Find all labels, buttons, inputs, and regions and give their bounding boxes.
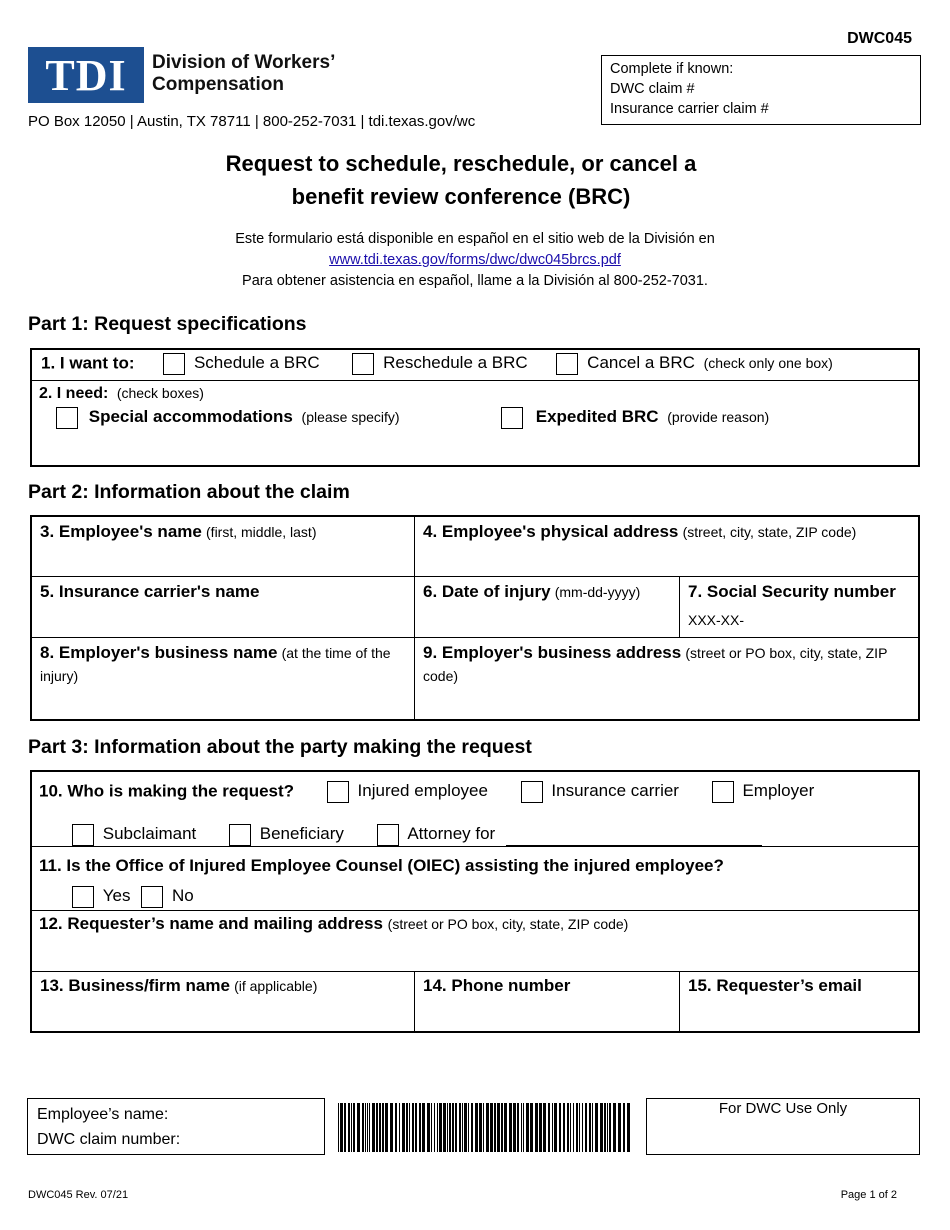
barcode-bar	[589, 1103, 591, 1152]
part2-table	[30, 515, 920, 721]
field-9-employer-address[interactable]	[415, 638, 918, 719]
barcode-bar	[340, 1103, 343, 1152]
injured-employee-label: Injured employee	[357, 781, 488, 801]
barcode-bar	[338, 1103, 339, 1152]
barcode-bar	[447, 1103, 448, 1152]
barcode-bar	[468, 1103, 469, 1152]
barcode-bar	[379, 1103, 381, 1152]
barcode-bar	[452, 1103, 454, 1152]
division-name	[152, 52, 335, 96]
barcode-bar	[464, 1103, 467, 1152]
barcode-bar	[517, 1103, 519, 1152]
barcode-bar	[501, 1103, 503, 1152]
title-line2: benefit review conference (BRC)	[291, 184, 631, 209]
q2-note: (check boxes)	[116, 385, 204, 401]
barcode-bar	[449, 1103, 451, 1152]
f14-label: 14. Phone number	[423, 976, 571, 995]
beneficiary-checkbox[interactable]	[229, 824, 251, 846]
page-number: Page 1 of 2	[840, 1189, 897, 1201]
beneficiary-label: Beneficiary	[259, 824, 344, 844]
expedited-option	[501, 407, 769, 429]
f10-label: 10. Who is making the request?	[39, 781, 295, 801]
barcode-bar	[509, 1103, 512, 1152]
complete-if-known-box[interactable]	[601, 55, 921, 125]
spanish-form-link[interactable]: www.tdi.texas.gov/forms/dwc/dwc045brcs.pdf	[329, 252, 621, 268]
f9-note: (street or PO box, city, state, ZIP code)	[423, 645, 888, 684]
barcode-bar	[471, 1103, 473, 1152]
title-line1: Request to schedule, reschedule, or cancel a	[225, 151, 697, 176]
q1-note: (check only one box)	[703, 355, 833, 372]
barcode-bar	[523, 1103, 524, 1152]
barcode-bar	[623, 1103, 625, 1152]
barcode-bar	[548, 1103, 550, 1152]
f7-label: 7. Social Security number	[688, 582, 896, 601]
barcode-bar	[362, 1103, 364, 1152]
barcode-bar	[552, 1103, 553, 1152]
form-title	[0, 147, 922, 213]
barcode-bar	[419, 1103, 421, 1152]
barcode	[338, 1103, 632, 1152]
barcode-bar	[513, 1103, 516, 1152]
barcode-bar	[351, 1103, 352, 1152]
part1-table	[30, 348, 920, 467]
attorney-for-field[interactable]	[506, 828, 762, 846]
field-6-date-of-injury[interactable]	[415, 577, 680, 638]
barcode-bar	[475, 1103, 478, 1152]
footer-claim-box	[27, 1098, 325, 1155]
barcode-bar	[431, 1103, 432, 1152]
barcode-bar	[576, 1103, 578, 1152]
barcode-bar	[462, 1103, 463, 1152]
subclaimant-checkbox[interactable]	[72, 824, 94, 846]
barcode-bar	[521, 1103, 522, 1152]
f3-label: 3. Employee's name	[40, 522, 202, 541]
f12-note: (street or PO box, city, state, ZIP code)	[387, 916, 629, 932]
f12-label: 12. Requester’s name and mailing address	[39, 914, 383, 933]
footer-claim-number: DWC claim number:	[37, 1131, 181, 1148]
field-8-employer-name[interactable]	[32, 638, 415, 719]
barcode-bar	[592, 1103, 593, 1152]
q2-header	[39, 385, 204, 403]
special-accommodations-checkbox[interactable]	[56, 407, 78, 429]
employer-label: Employer	[742, 781, 815, 801]
form-id: DWC045	[847, 30, 912, 47]
barcode-bar	[490, 1103, 493, 1152]
injured-employee-checkbox[interactable]	[327, 781, 349, 803]
barcode-bar	[390, 1103, 393, 1152]
barcode-bar	[439, 1103, 442, 1152]
schedule-label: Schedule a BRC	[193, 353, 320, 373]
q2-label: 2. I need:	[39, 385, 109, 402]
barcode-bar	[543, 1103, 546, 1152]
barcode-bar	[627, 1103, 630, 1152]
f6-label: 6. Date of injury	[423, 582, 551, 601]
barcode-bar	[348, 1103, 350, 1152]
barcode-bar	[385, 1103, 388, 1152]
f9-label: 9. Employer's business address	[423, 643, 682, 662]
reschedule-checkbox[interactable]	[352, 353, 374, 375]
barcode-bar	[595, 1103, 598, 1152]
subclaimant-label: Subclaimant	[102, 824, 197, 844]
f5-label: 5. Insurance carrier's name	[40, 582, 260, 601]
barcode-bar	[344, 1103, 346, 1152]
part1-heading: Part 1: Request specifications	[28, 313, 307, 335]
expedited-checkbox[interactable]	[501, 407, 523, 429]
barcode-bar	[369, 1103, 370, 1152]
f8-label: 8. Employer's business name	[40, 643, 278, 662]
spanish-notice	[0, 229, 950, 292]
spanish-line1: Este formulario está disponible en español en el sitio web de la División en	[235, 231, 715, 247]
attorney-label: Attorney for	[407, 824, 496, 844]
barcode-bar	[406, 1103, 408, 1152]
barcode-bar	[422, 1103, 425, 1152]
barcode-bar	[585, 1103, 587, 1152]
barcode-bar	[357, 1103, 360, 1152]
spanish-line3: Para obtener asistencia en español, llame a la División al 800-252-7031.	[242, 273, 708, 289]
special-accommodations-label: Special accommodations	[88, 407, 293, 427]
q1-label: 1. I want to:	[41, 353, 135, 373]
field-12-requester-address[interactable]	[39, 914, 909, 969]
barcode-bar	[376, 1103, 378, 1152]
f6-note: (mm-dd-yyyy)	[554, 584, 641, 600]
barcode-bar	[353, 1103, 355, 1152]
cancel-label: Cancel a BRC	[587, 353, 695, 373]
special-accommodations-option	[56, 407, 400, 429]
barcode-bar	[530, 1103, 533, 1152]
expedited-note: (provide reason)	[667, 409, 770, 426]
barcode-bar	[504, 1103, 507, 1152]
cancel-checkbox[interactable]	[556, 353, 578, 375]
field-13-business-name[interactable]	[32, 971, 415, 1031]
barcode-bar	[437, 1103, 438, 1152]
barcode-bar	[483, 1103, 484, 1152]
field-3-employee-name[interactable]	[32, 517, 415, 577]
barcode-bar	[559, 1103, 561, 1152]
barcode-bar	[399, 1103, 400, 1152]
f13-label: 13. Business/firm name	[40, 976, 230, 995]
f4-label: 4. Employee's physical address	[423, 522, 679, 541]
barcode-bar	[455, 1103, 457, 1152]
barcode-bar	[497, 1103, 500, 1152]
f7-value: XXX-XX-	[688, 612, 745, 628]
dwc-use-only-box	[646, 1098, 920, 1155]
barcode-bar	[415, 1103, 417, 1152]
field-5-carrier-name[interactable]	[32, 577, 415, 638]
barcode-bar	[613, 1103, 616, 1152]
barcode-bar	[609, 1103, 611, 1152]
division-line1: Division of Workers’	[152, 52, 336, 73]
part2-heading: Part 2: Information about the claim	[28, 481, 350, 503]
barcode-bar	[402, 1103, 405, 1152]
barcode-bar	[526, 1103, 529, 1152]
oiec-no-label: No	[171, 886, 194, 906]
oiec-no-checkbox[interactable]	[141, 886, 163, 908]
barcode-bar	[573, 1103, 574, 1152]
field-15-email[interactable]	[680, 971, 918, 1031]
barcode-bar	[570, 1103, 571, 1152]
schedule-checkbox[interactable]	[163, 353, 185, 375]
barcode-bar	[600, 1103, 603, 1152]
q10-row2	[72, 824, 762, 846]
barcode-bar	[382, 1103, 384, 1152]
barcode-bar	[618, 1103, 621, 1152]
special-accommodations-note: (please specify)	[301, 409, 400, 426]
barcode-bar	[409, 1103, 410, 1152]
tdi-logo	[28, 47, 144, 103]
f3-note: (first, middle, last)	[206, 524, 317, 540]
barcode-bar	[604, 1103, 606, 1152]
field-14-phone[interactable]	[415, 971, 680, 1031]
division-line2: Compensation	[152, 74, 284, 95]
barcode-bar	[579, 1103, 580, 1152]
barcode-bar	[535, 1103, 538, 1152]
q11-options	[72, 886, 194, 908]
footer-employee-name: Employee’s name:	[37, 1106, 169, 1123]
insurance-carrier-label: Insurance carrier	[551, 781, 679, 801]
barcode-bar	[554, 1103, 557, 1152]
employer-checkbox[interactable]	[712, 781, 734, 803]
agency-address: PO Box 12050 | Austin, TX 78711 | 800-252-7031 | tdi.texas.gov/wc	[28, 113, 476, 130]
q10-row1	[39, 781, 814, 803]
insurance-carrier-checkbox[interactable]	[521, 781, 543, 803]
reschedule-label: Reschedule a BRC	[383, 353, 528, 373]
f8-note: (at the time of the injury)	[40, 645, 391, 684]
barcode-bar	[395, 1103, 397, 1152]
field-4-employee-address[interactable]	[415, 517, 918, 577]
part3-table	[30, 770, 920, 1033]
expedited-label: Expedited BRC	[535, 407, 659, 427]
dwc-claim-label: DWC claim #	[610, 81, 695, 97]
f15-label: 15. Requester’s email	[688, 976, 862, 995]
barcode-bar	[367, 1103, 368, 1152]
barcode-bar	[372, 1103, 375, 1152]
barcode-bar	[567, 1103, 569, 1152]
barcode-bar	[539, 1103, 542, 1152]
oiec-yes-label: Yes	[102, 886, 131, 906]
carrier-claim-label: Insurance carrier claim #	[610, 101, 769, 117]
barcode-bar	[494, 1103, 496, 1152]
barcode-bar	[582, 1103, 583, 1152]
barcode-bar	[434, 1103, 435, 1152]
oiec-yes-checkbox[interactable]	[72, 886, 94, 908]
f4-note: (street, city, state, ZIP code)	[682, 524, 857, 540]
logo-text: TDI	[45, 50, 127, 100]
field-7-ssn[interactable]	[680, 577, 918, 638]
barcode-bar	[486, 1103, 489, 1152]
barcode-bar	[412, 1103, 414, 1152]
barcode-bar	[427, 1103, 430, 1152]
form-revision: DWC045 Rev. 07/21	[28, 1189, 129, 1201]
barcode-bar	[607, 1103, 608, 1152]
barcode-bar	[479, 1103, 482, 1152]
q11-label: 11. Is the Office of Injured Employee Counsel (OIEC) assisting the injured employee?	[39, 856, 724, 875]
barcode-bar	[563, 1103, 565, 1152]
part3-heading: Part 3: Information about the party making the request	[28, 736, 532, 758]
barcode-bar	[459, 1103, 461, 1152]
barcode-bar	[365, 1103, 366, 1152]
q1-row	[41, 353, 833, 375]
f13-note: (if applicable)	[234, 978, 318, 994]
attorney-checkbox[interactable]	[377, 824, 399, 846]
known-line1: Complete if known:	[610, 61, 734, 77]
barcode-bar	[443, 1103, 446, 1152]
dwc-use-only-label: For DWC Use Only	[718, 1100, 848, 1117]
